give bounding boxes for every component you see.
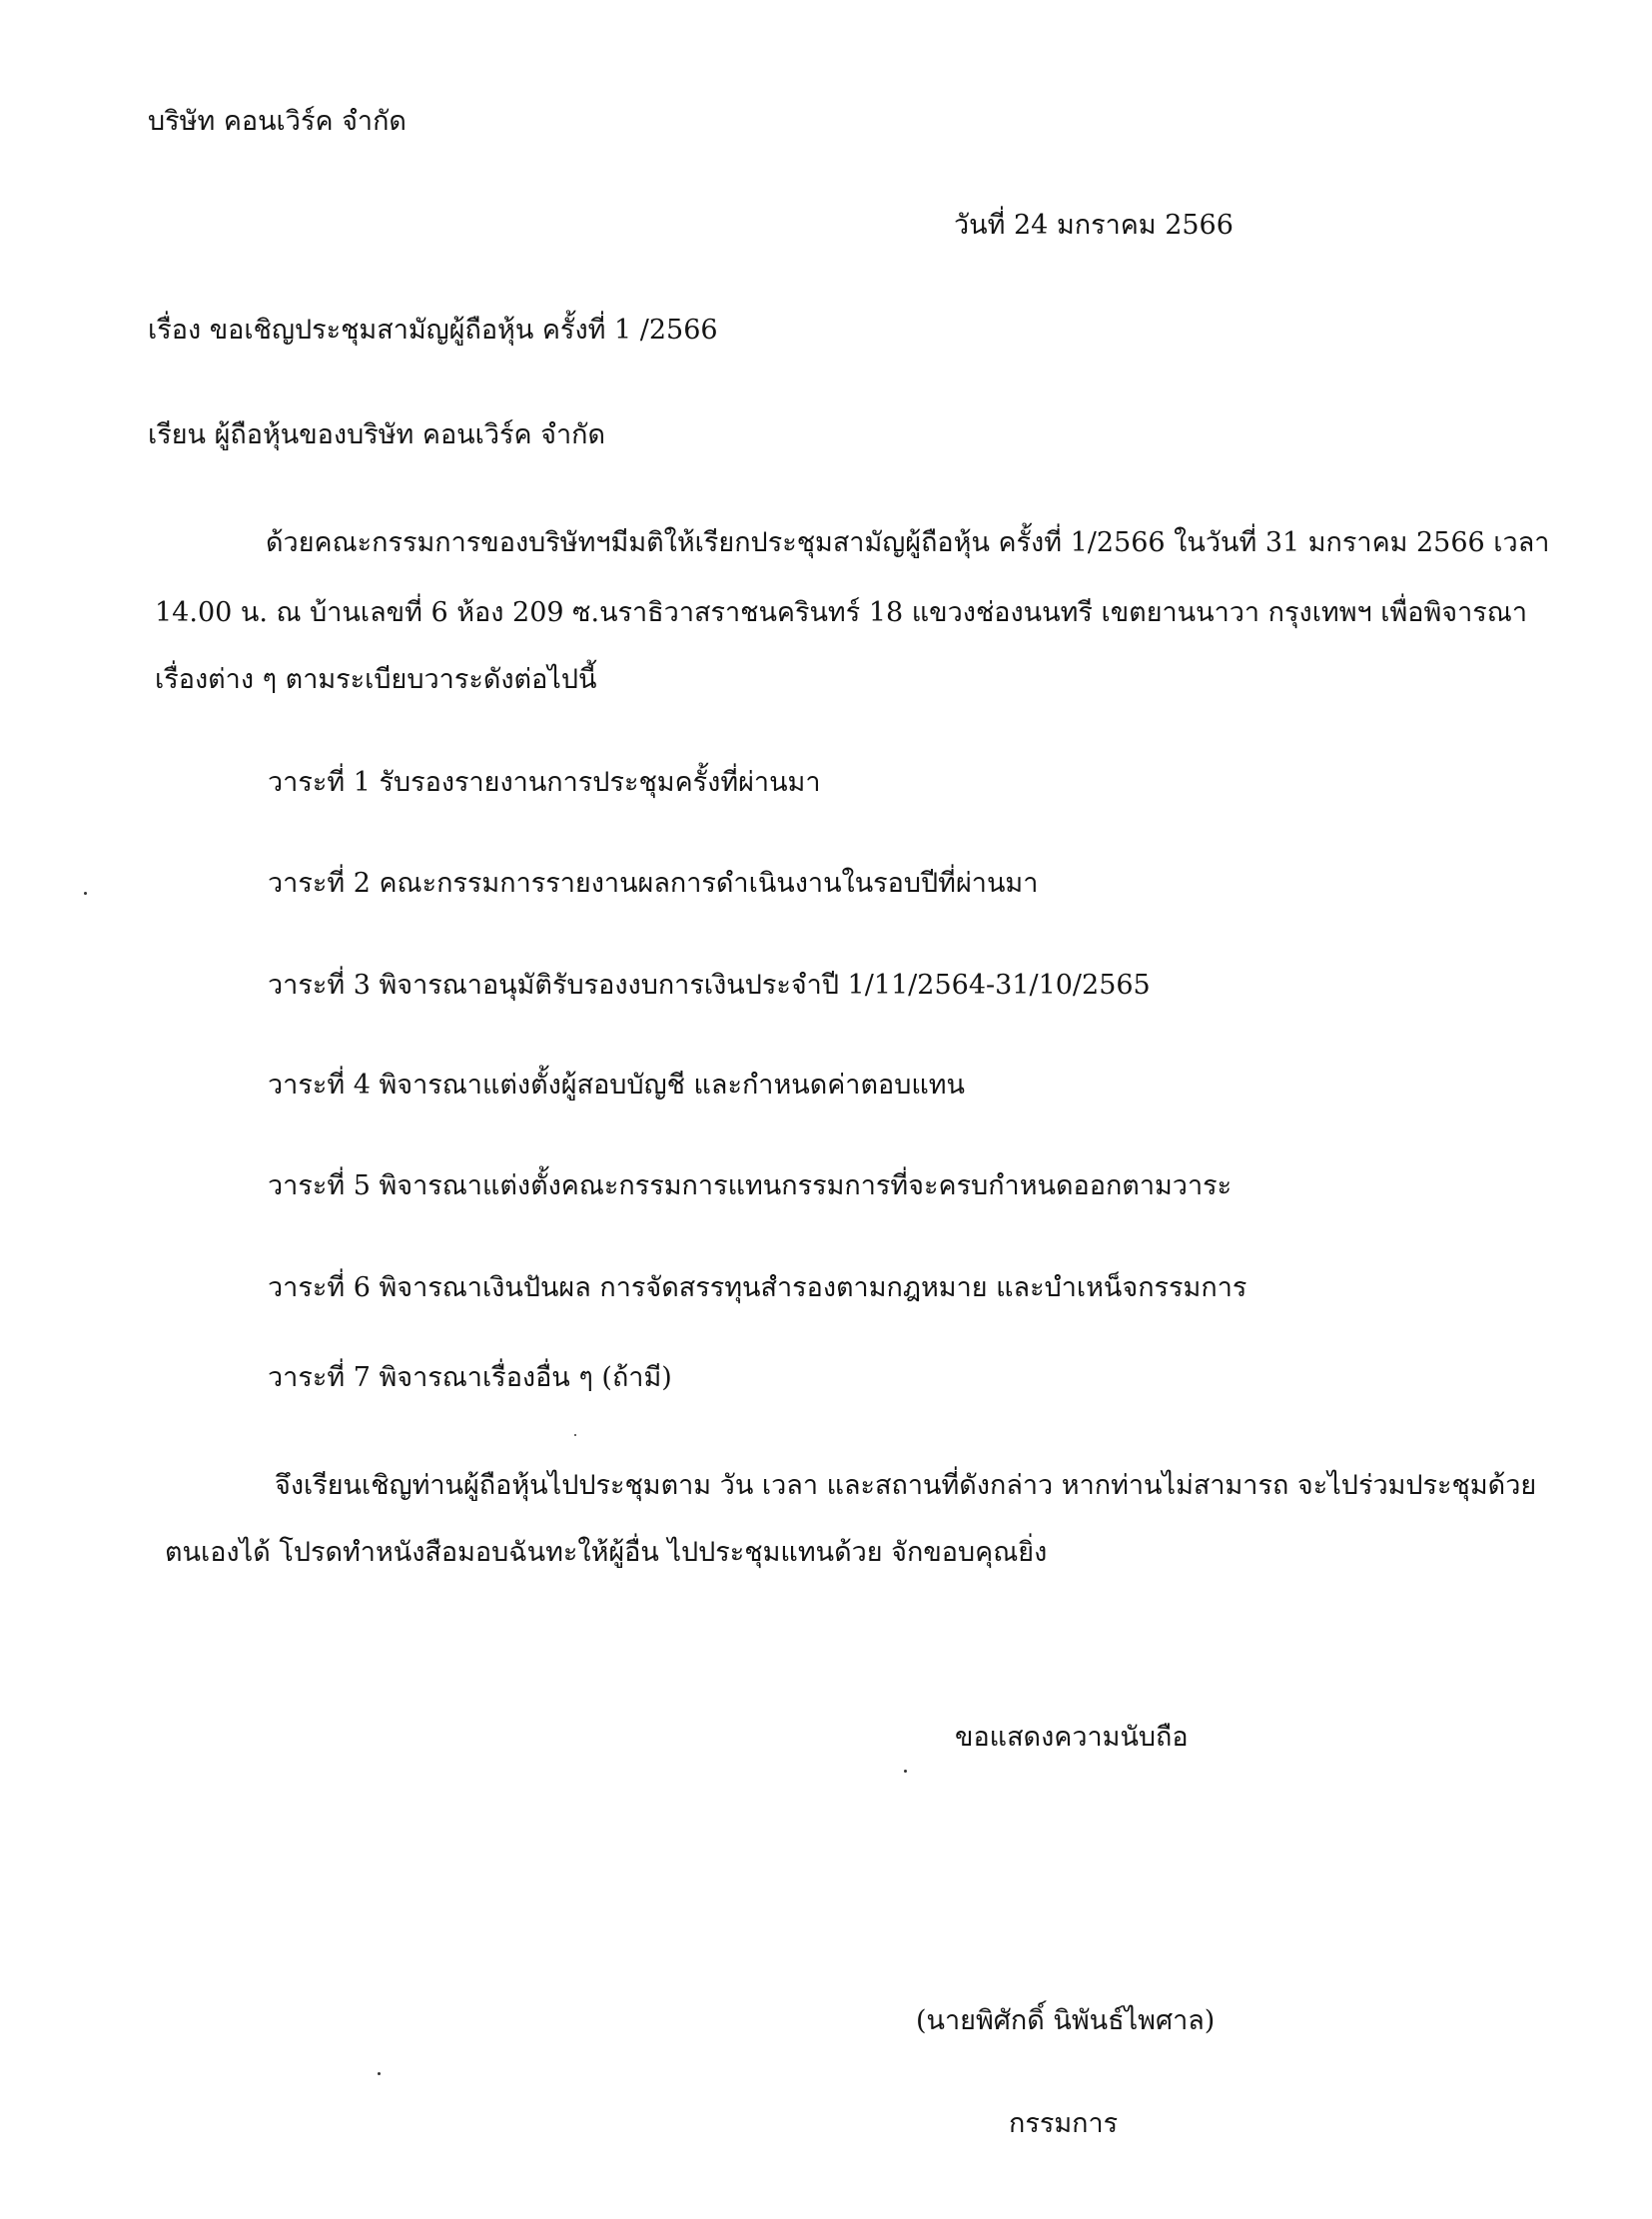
agenda-item-4: วาระที่ 4 พิจารณาแต่งตั้งผู้สอบบัญชี และกำหนดค่าตอบแทน bbox=[268, 1070, 966, 1101]
scan-speck bbox=[904, 1770, 907, 1773]
agenda-item-3: วาระที่ 3 พิจารณาอนุมัติรับรองงบการเงินประจำปี 1/11/2564-31/10/2565 bbox=[268, 970, 1151, 1001]
intro-line-2: 14.00 น. ณ บ้านเลขที่ 6 ห้อง 209 ซ.นราธิวาสราชนครินทร์ 18 แขวงช่องนนทรี เขตยานนาวา กรุงเทพฯ เพื่อพิจารณา bbox=[155, 597, 1527, 628]
invitation-line-1: จึงเรียนเชิญท่านผู้ถือหุ้นไปประชุมตาม วัน เวลา และสถานที่ดังกล่าว หากท่านไม่สามารถ จะไปร่วมประชุมด้วย bbox=[275, 1470, 1537, 1501]
agenda-item-2: วาระที่ 2 คณะกรรมการรายงานผลการดำเนินงานในรอบปีที่ผ่านมา bbox=[268, 868, 1039, 899]
agenda-item-1: วาระที่ 1 รับรองรายงานการประชุมครั้งที่ผ่านมา bbox=[268, 767, 821, 798]
letter-date: วันที่ 24 มกราคม 2566 bbox=[954, 210, 1234, 241]
invitation-line-2: ตนเองได้ โปรดทำหนังสือมอบฉันทะให้ผู้อื่น ไปประชุมแทนด้วย จักขอบคุณยิ่ง bbox=[165, 1537, 1048, 1568]
signatory-name: (นายพิศักดิ์ นิพันธ์ไพศาล) bbox=[916, 2005, 1216, 2036]
letter-recipient: เรียน ผู้ถือหุ้นของบริษัท คอนเวิร์ค จำกัด bbox=[148, 419, 606, 450]
signatory-title: กรรมการ bbox=[1009, 2108, 1119, 2139]
scan-speck bbox=[84, 892, 87, 895]
company-name: บริษัท คอนเวิร์ค จำกัด bbox=[148, 106, 407, 137]
agenda-item-5: วาระที่ 5 พิจารณาแต่งตั้งคณะกรรมการแทนกรรมการที่จะครบกำหนดออกตามวาระ bbox=[268, 1170, 1233, 1201]
intro-line-3: เรื่องต่าง ๆ ตามระเบียบวาระดังต่อไปนี้ bbox=[155, 664, 597, 695]
agenda-item-7: วาระที่ 7 พิจารณาเรื่องอื่น ๆ (ถ้ามี) bbox=[268, 1362, 672, 1393]
closing-salutation: ขอแสดงความนับถือ bbox=[955, 1722, 1189, 1753]
scan-speck bbox=[574, 1434, 576, 1436]
agenda-item-6: วาระที่ 6 พิจารณาเงินปันผล การจัดสรรทุนสำรองตามกฎหมาย และบำเหน็จกรรมการ bbox=[268, 1272, 1247, 1303]
intro-line-1: ด้วยคณะกรรมการของบริษัทฯมีมติให้เรียกประชุมสามัญผู้ถือหุ้น ครั้งที่ 1/2566 ในวันที่ 31 มกราคม 2566 เวลา bbox=[266, 527, 1550, 558]
scan-speck bbox=[378, 2072, 381, 2075]
letter-subject: เรื่อง ขอเชิญประชุมสามัญผู้ถือหุ้น ครั้งที่ 1 /2566 bbox=[148, 315, 718, 346]
